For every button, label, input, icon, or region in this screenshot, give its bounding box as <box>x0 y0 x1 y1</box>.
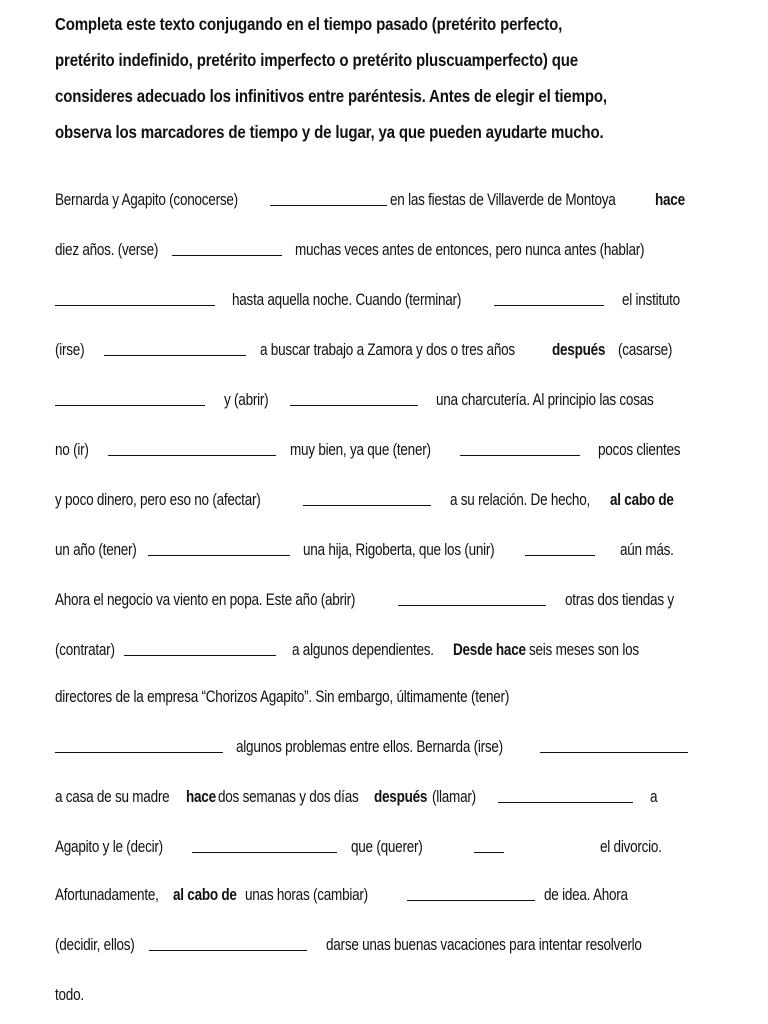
text-segment: y poco dinero, pero eso no (afectar) <box>55 491 261 509</box>
time-marker: Desde hace <box>453 641 526 659</box>
text-segment: el instituto <box>622 291 680 309</box>
text-segment: todo. <box>55 986 84 1004</box>
answer-blank[interactable] <box>407 900 535 901</box>
exercise-line <box>0 238 768 262</box>
exercise-line <box>0 188 768 212</box>
answer-blank[interactable] <box>192 852 337 853</box>
text-segment: una hija, Rigoberta, que los (unir) <box>303 541 495 559</box>
exercise-line <box>0 638 768 662</box>
instructions: Completa este texto conjugando en el tiempo pasado (pretérito perfecto, pretérito indefinido, pretérito imperfecto o pretérito pluscuamperfecto) que consideres adecuado los infinitivos entre paréntesis. Antes de elegir el tiempo, observa los marcadores de tiempo y de lugar, ya que pueden ayudarte mucho. <box>55 14 607 142</box>
exercise-line <box>0 438 768 462</box>
text-segment: diez años. (verse) <box>55 241 159 259</box>
text-segment: (decidir, ellos) <box>55 936 135 954</box>
time-marker: hace <box>655 191 685 209</box>
answer-blank[interactable] <box>149 950 307 951</box>
exercise-line <box>0 933 768 957</box>
text-segment: en las fiestas de Villaverde de Montoya <box>390 191 616 209</box>
answer-blank[interactable] <box>270 205 387 206</box>
answer-blank[interactable] <box>108 455 276 456</box>
answer-blank[interactable] <box>55 305 215 306</box>
answer-blank[interactable] <box>525 555 595 556</box>
text-segment: muy bien, ya que (tener) <box>290 441 431 459</box>
text-segment: seis meses son los <box>529 641 639 659</box>
text-segment: a algunos dependientes. <box>292 641 434 659</box>
text-segment: no (ir) <box>55 441 89 459</box>
time-marker: al cabo de <box>610 491 674 509</box>
text-segment: a casa de su madre <box>55 788 170 806</box>
text-segment: darse unas buenas vacaciones para intentar resolverlo <box>326 936 642 954</box>
text-segment: Bernarda y Agapito (conocerse) <box>55 191 238 209</box>
text-segment: hasta aquella noche. Cuando (terminar) <box>232 291 462 309</box>
exercise-line <box>0 835 768 859</box>
exercise-line <box>0 983 768 1007</box>
answer-blank[interactable] <box>474 852 504 853</box>
answer-blank[interactable] <box>290 405 418 406</box>
text-segment: muchas veces antes de entonces, pero nunca antes (hablar) <box>295 241 645 259</box>
text-segment: (llamar) <box>432 788 476 806</box>
text-segment: Afortunadamente, <box>55 886 159 904</box>
exercise-line <box>0 588 768 612</box>
answer-blank[interactable] <box>494 305 604 306</box>
text-segment: a buscar trabajo a Zamora y dos o tres años <box>260 341 515 359</box>
text-segment: que (querer) <box>351 838 423 856</box>
exercise-line <box>0 538 768 562</box>
text-segment: otras dos tiendas y <box>565 591 674 609</box>
time-marker: después <box>374 788 428 806</box>
exercise-line <box>0 488 768 512</box>
text-segment: Ahora el negocio va viento en popa. Este año (abrir) <box>55 591 356 609</box>
text-segment: Agapito y le (decir) <box>55 838 163 856</box>
exercise-line <box>0 785 768 809</box>
text-segment: (contratar) <box>55 641 115 659</box>
text-segment: y (abrir) <box>224 391 269 409</box>
time-marker: hace <box>186 788 216 806</box>
time-marker: al cabo de <box>173 886 237 904</box>
text-segment: algunos problemas entre ellos. Bernarda (irse) <box>236 738 503 756</box>
exercise-line <box>0 883 768 907</box>
text-segment: de idea. Ahora <box>544 886 628 904</box>
answer-blank[interactable] <box>540 752 688 753</box>
exercise-line <box>0 735 768 759</box>
text-segment: unas horas (cambiar) <box>245 886 368 904</box>
answer-blank[interactable] <box>498 802 633 803</box>
answer-blank[interactable] <box>398 605 546 606</box>
answer-blank[interactable] <box>172 255 282 256</box>
exercise-line <box>0 388 768 412</box>
text-segment: un año (tener) <box>55 541 137 559</box>
exercise-line <box>0 288 768 312</box>
answer-blank[interactable] <box>148 555 290 556</box>
text-segment: (irse) <box>55 341 85 359</box>
text-segment: una charcutería. Al principio las cosas <box>436 391 654 409</box>
answer-blank[interactable] <box>55 752 223 753</box>
text-segment: a su relación. De hecho, <box>450 491 591 509</box>
text-segment: dos semanas y dos días <box>218 788 359 806</box>
exercise-line <box>0 685 768 709</box>
answer-blank[interactable] <box>55 405 205 406</box>
answer-blank[interactable] <box>124 655 276 656</box>
text-segment: el divorcio. <box>600 838 662 856</box>
time-marker: después <box>552 341 606 359</box>
text-segment: pocos clientes <box>598 441 681 459</box>
exercise-line <box>0 338 768 362</box>
answer-blank[interactable] <box>104 355 246 356</box>
text-segment: (casarse) <box>618 341 673 359</box>
text-segment: aún más. <box>620 541 674 559</box>
answer-blank[interactable] <box>460 455 580 456</box>
answer-blank[interactable] <box>303 505 431 506</box>
text-segment: a <box>650 788 658 806</box>
text-segment: directores de la empresa “Chorizos Agapito”. Sin embargo, últimamente (tener) <box>55 688 510 706</box>
